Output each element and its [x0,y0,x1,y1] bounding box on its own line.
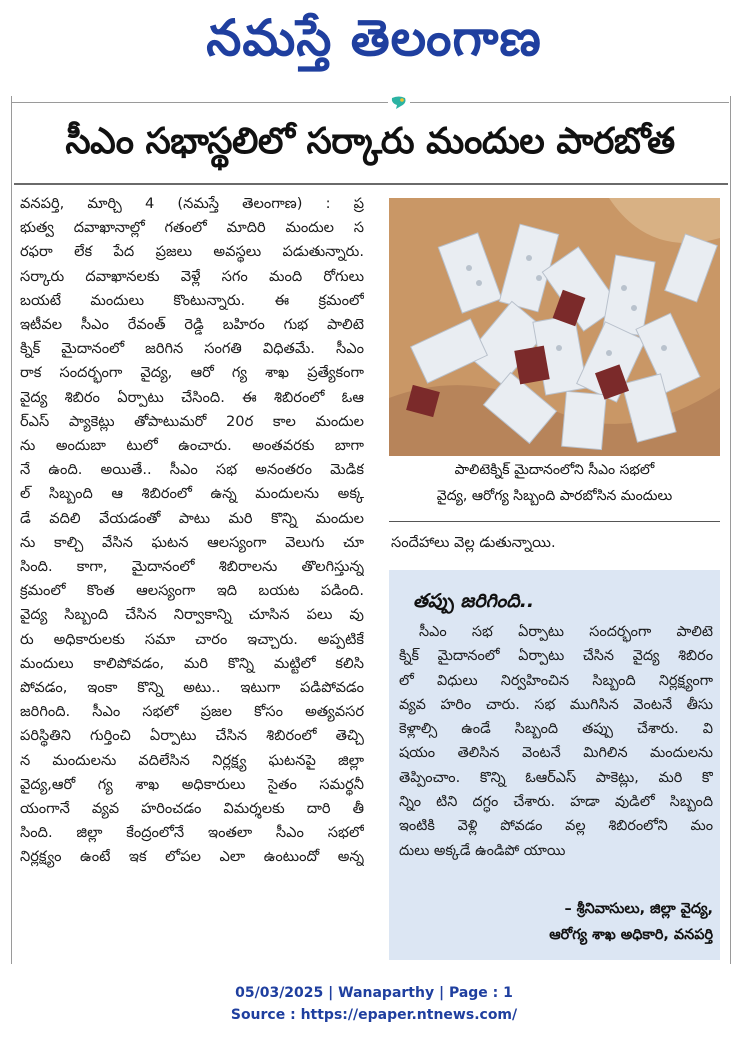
sidebar-body-line: న్నిం టిని దగ్ధం చేశారు. హడా వుడిలో సిబ్బంది [399,794,713,811]
article-body-line: వైద్య,ఆరో గ్య శాఖ అధికారులు సైతం సమర్థనీ [20,775,364,793]
article-body-line: సింది. జిల్లా కేంద్రంలోనే ఇంతలా సీఎం సభలో [20,824,364,842]
top-divider [11,102,729,103]
article-body-line: డే వదిలి వేయడంతో పాటు మరి కొన్ని మందుల [20,509,364,527]
sidebar-title: తప్పు జరిగింది.. [413,590,535,612]
article-body-line: సర్కారు దవాఖానలకు వెళ్లే సగం మంది రోగులు [20,267,364,285]
sidebar-box [389,570,720,960]
article-body [20,192,364,962]
sidebar-body-line: ఇంటికి వెళ్లి పోవడం వల్ల శిబిరంలోని మం [399,818,713,835]
article-body-line: న మందులను వదిలేసిన నిర్లక్ష్య ఘటనపై జిల్లా [20,751,364,769]
sidebar-body-line: సీఎం సభ ఏర్పాటు సందర్భంగా పాలిటె [419,624,713,640]
photo-caption [389,457,720,519]
medicine-strips-photo [389,198,720,456]
article-body-line: భుత్వ దవాఖానాల్లో గతంలో మాదిరి మందుల స [20,219,364,237]
article-body-line: సింది. కాగా, మైదానంలో శిబిరాలను తొలగిస్తున్న [20,558,364,576]
article-body-line: ల్ సిబ్బంది ఆ శిబిరంలో ఉన్న మందులను అక్క [20,485,364,503]
article-body-line: మందులు కాలిపోవడం, మరి కొన్ని మట్టిలో కలిసి [20,654,364,672]
article-body-line: ను అందుబా టులో ఉంచారు. అంతవరకు బాగా [20,437,364,455]
footer-date-line: 05/03/2025 | Wanaparthy | Page : 1 [235,985,513,1001]
article-body-line: వనపర్తి, మార్చి 4 (నమస్తే తెలంగాణ) : ప్ర [20,195,364,212]
leaf-speech-icon [388,94,410,112]
sidebar-body [399,620,713,890]
article-body-line: ఇటీవల సీఎం రేవంత్ రెడ్డి బహిరం గుభ పాలిటె [20,316,364,334]
sidebar-body-line: షయం తెలిసిన వెంటనే మిగిలిన మందులను [399,745,713,762]
article-body-line: క్రమంలో కొంత ఆలస్యంగా ఇది బయట పడింది. [20,582,364,600]
headline-divider [14,183,728,185]
article-body-line: జరిగింది. సీఎం సభలో ప్రజల కోసం అత్యవసర [20,703,364,721]
article-body-line: బయటే మందులు కొంటున్నారు. ఈ క్రమంలో [20,291,364,309]
sidebar-body-line: వ్యవ హరిం చారు. సభ ముగిసిన వెంటనే తీసు [399,696,713,713]
sidebar-body-line: క్నిక్ మైదానంలో ఏర్పాటు చేసిన వైద్య శిబిరం [399,648,713,665]
article-body-line: వైద్య సిబ్బంది చేసిన నిర్వాకాన్ని చూసిన పలు వు [20,606,364,624]
article-body-line: నిర్లక్ష్యం ఉంటే ఇక లోపల ఎలా ఉంటుందో అన్న [20,848,364,866]
sidebar-signature [399,896,713,952]
article-body-line: వైద్య శిబిరం ఏర్పాటు చేసింది. ఈ శిబిరంలో ఓఆ [20,388,364,406]
article-body-line: ను కాల్చి వేసిన ఘటన ఆలస్యంగా వెలుగు చూ [20,533,364,551]
article-continuation: సందేహాలు వెల్ల డుతున్నాయి. [391,534,556,551]
footer-source-line: Source : https://epaper.ntnews.com/ [230,1007,518,1023]
article-headline: సీఎం సభాస్థలిలో సర్కారు మందుల పారబోత [65,121,675,162]
article-body-line: యంగానే వ్యవ హరించడం విమర్శలకు దారి తీ [20,800,364,818]
sidebar-body-line: కెళ్లాల్సి ఉండే సిబ్బంది తప్పు చేశారు. వి [399,721,713,738]
signature-line: ఆరోగ్య శాఖ అధికారి, వనపర్తి [549,927,713,943]
article-body-line: పోవడం, ఇంకా కొన్ని అటు.. ఇటుగా పడిపోవడం [20,679,364,697]
article-body-line: రఫరా లేక పేద ప్రజలు అవస్థలు పడుతున్నారు. [20,243,364,261]
masthead [0,0,748,80]
sidebar-body-line: తెప్పించాం. కొన్ని ఓఆర్ఎస్ పాకెట్లు, మరి కొ [399,769,713,786]
signature-line: – శ్రీనివాసులు, జిల్లా వైద్య, [564,901,713,917]
photo-caption-line: వైద్య, ఆరోగ్య సిబ్బంది పారబోసిన మందులు [436,488,673,504]
page-footer [0,982,748,1030]
article-body-line: పరిస్థితిని గుర్తించి ఏర్పాటు చేసిన శిబిరంలో తెచ్చి [20,727,364,745]
article-body-line: నే ఉంది. అయితే.. సీఎం సభ అనంతరం మెడిక [20,461,364,479]
article-body-line: క్నిక్ మైదానంలో జరిగిన సంగతి విధితమే. సీఎం [20,340,364,358]
article-body-line: రాక సందర్భంగా వైద్య, ఆరో గ్య శాఖ ప్రత్యేకంగా [20,364,364,382]
caption-divider [389,521,720,522]
sidebar-body-line: లో విధులు నిర్వహించిన సిబ్బంది నిర్లక్ష్యంగా [399,672,713,689]
article-body-line: రు అధికారులకు సమా చారం ఇచ్చారు. అప్పటికే [20,630,364,648]
sidebar-body-line: దులు అక్కడే ఉండిపో యాయి [399,842,566,859]
article-body-line: ర్ఎస్ ప్యాకెట్లు తోపాటుమరో 20ర కాల మందుల [20,412,364,430]
photo-caption-line: పాలిటెక్నిక్ మైదానంలోని సీఎం సభలో [454,462,655,478]
newspaper-title: నమస్తే తెలంగాణ [206,9,542,67]
